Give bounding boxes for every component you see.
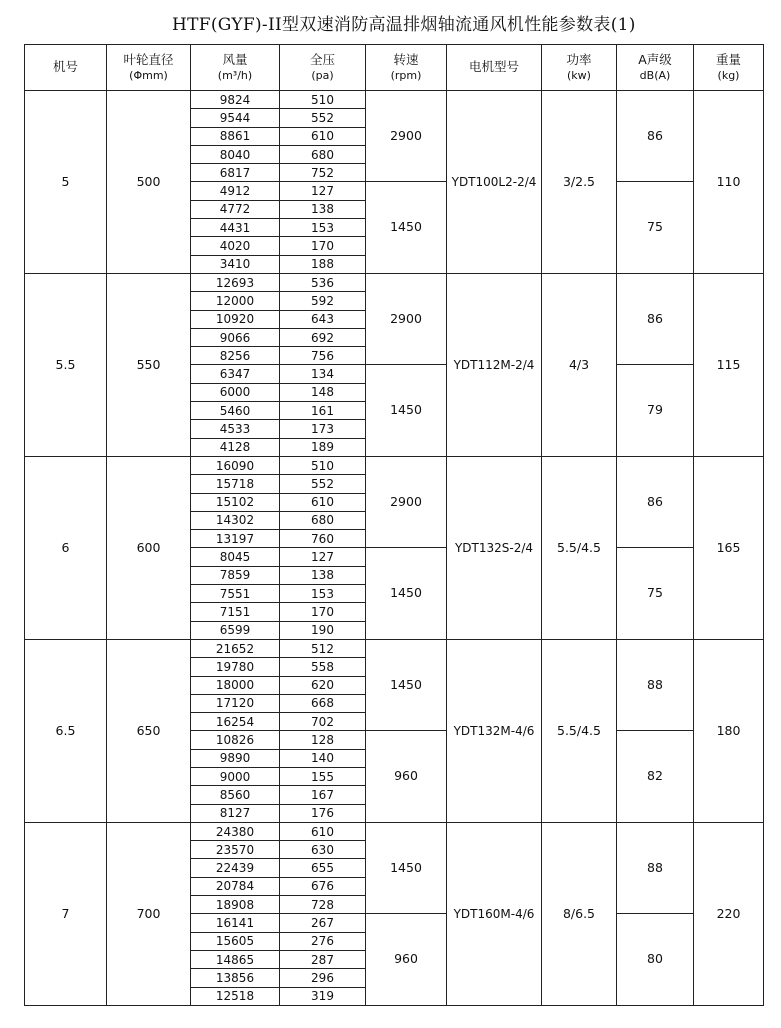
machine-no-cell: 6.5 <box>25 639 107 822</box>
header-airflow <box>191 45 280 91</box>
airflow-cell: 16141 <box>191 914 280 932</box>
airflow-cell: 5460 <box>191 402 280 420</box>
header-weight <box>694 45 764 91</box>
noise-level-cell: 86 <box>617 91 694 182</box>
pressure-cell: 643 <box>280 310 366 328</box>
header-unit: (m³/h) <box>217 68 253 82</box>
header-pressure <box>280 45 366 91</box>
header-label: 电机型号 <box>468 59 519 75</box>
header-diameter <box>107 45 191 91</box>
motor-model-cell: YDT132M-4/6 <box>447 639 542 822</box>
speed-cell: 1450 <box>366 365 447 456</box>
airflow-cell: 3410 <box>191 255 280 273</box>
power-cell: 5.5/4.5 <box>542 456 617 639</box>
table-row <box>25 273 764 291</box>
pressure-cell: 620 <box>280 676 366 694</box>
pressure-cell: 692 <box>280 328 366 346</box>
pressure-cell: 276 <box>280 932 366 950</box>
header-motor-model <box>447 45 542 91</box>
pressure-cell: 138 <box>280 566 366 584</box>
airflow-cell: 8861 <box>191 127 280 145</box>
airflow-cell: 15605 <box>191 932 280 950</box>
pressure-cell: 536 <box>280 273 366 291</box>
airflow-cell: 14302 <box>191 511 280 529</box>
airflow-cell: 7151 <box>191 603 280 621</box>
airflow-cell: 16090 <box>191 456 280 474</box>
airflow-cell: 19780 <box>191 658 280 676</box>
table-row <box>25 639 764 657</box>
pressure-cell: 552 <box>280 475 366 493</box>
pressure-cell: 610 <box>280 127 366 145</box>
airflow-cell: 8560 <box>191 786 280 804</box>
header-machine-no <box>25 45 107 91</box>
header-label: 转速 <box>393 52 419 68</box>
pressure-cell: 155 <box>280 767 366 785</box>
pressure-cell: 552 <box>280 109 366 127</box>
power-cell: 4/3 <box>542 273 617 456</box>
noise-level-cell: 75 <box>617 182 694 273</box>
pressure-cell: 592 <box>280 292 366 310</box>
pressure-cell: 630 <box>280 841 366 859</box>
pressure-cell: 655 <box>280 859 366 877</box>
power-cell: 5.5/4.5 <box>542 639 617 822</box>
pressure-cell: 161 <box>280 402 366 420</box>
airflow-cell: 14865 <box>191 950 280 968</box>
weight-cell: 220 <box>694 822 764 1005</box>
pressure-cell: 189 <box>280 438 366 456</box>
speed-cell: 2900 <box>366 456 447 547</box>
airflow-cell: 24380 <box>191 822 280 840</box>
motor-model-cell: YDT132S-2/4 <box>447 456 542 639</box>
airflow-cell: 4128 <box>191 438 280 456</box>
airflow-cell: 12693 <box>191 273 280 291</box>
speed-cell: 1450 <box>366 822 447 913</box>
airflow-cell: 12000 <box>191 292 280 310</box>
airflow-cell: 4772 <box>191 200 280 218</box>
airflow-cell: 6347 <box>191 365 280 383</box>
pressure-cell: 728 <box>280 896 366 914</box>
noise-level-cell: 86 <box>617 273 694 364</box>
pressure-cell: 153 <box>280 219 366 237</box>
header-power <box>542 45 617 91</box>
airflow-cell: 4020 <box>191 237 280 255</box>
pressure-cell: 760 <box>280 530 366 548</box>
header-unit: (rpm) <box>390 68 422 82</box>
pressure-cell: 188 <box>280 255 366 273</box>
pressure-cell: 296 <box>280 969 366 987</box>
airflow-cell: 9066 <box>191 328 280 346</box>
noise-level-cell: 75 <box>617 548 694 639</box>
diameter-cell: 500 <box>107 91 191 274</box>
airflow-cell: 6000 <box>191 383 280 401</box>
pressure-cell: 287 <box>280 950 366 968</box>
airflow-cell: 7859 <box>191 566 280 584</box>
weight-cell: 180 <box>694 639 764 822</box>
header-label: 机号 <box>52 59 78 75</box>
noise-level-cell: 86 <box>617 456 694 547</box>
speed-cell: 960 <box>366 914 447 1005</box>
airflow-cell: 4431 <box>191 219 280 237</box>
airflow-cell: 8127 <box>191 804 280 822</box>
diameter-cell: 600 <box>107 456 191 639</box>
pressure-cell: 170 <box>280 603 366 621</box>
airflow-cell: 9544 <box>191 109 280 127</box>
airflow-cell: 8256 <box>191 347 280 365</box>
page-title: HTF(GYF)-II型双速消防高温排烟轴流通风机性能参数表(1) <box>172 15 636 35</box>
pressure-cell: 680 <box>280 511 366 529</box>
speed-cell: 2900 <box>366 273 447 364</box>
noise-level-cell: 79 <box>617 365 694 456</box>
header-unit: dB(A) <box>639 68 671 82</box>
noise-level-cell: 88 <box>617 639 694 730</box>
pressure-cell: 752 <box>280 164 366 182</box>
pressure-cell: 128 <box>280 731 366 749</box>
pressure-cell: 756 <box>280 347 366 365</box>
machine-no-cell: 5.5 <box>25 273 107 456</box>
header-unit: (kg) <box>717 68 740 82</box>
header-label: 重量 <box>715 52 741 68</box>
pressure-cell: 176 <box>280 804 366 822</box>
diameter-cell: 700 <box>107 822 191 1005</box>
pressure-cell: 127 <box>280 548 366 566</box>
airflow-cell: 10920 <box>191 310 280 328</box>
table-row <box>25 91 764 109</box>
airflow-cell: 8040 <box>191 145 280 163</box>
pressure-cell: 134 <box>280 365 366 383</box>
pressure-cell: 190 <box>280 621 366 639</box>
table-row <box>25 822 764 840</box>
pressure-cell: 676 <box>280 877 366 895</box>
machine-no-cell: 7 <box>25 822 107 1005</box>
speed-cell: 1450 <box>366 639 447 730</box>
noise-level-cell: 82 <box>617 731 694 822</box>
pressure-cell: 510 <box>280 456 366 474</box>
airflow-cell: 9000 <box>191 767 280 785</box>
airflow-cell: 4533 <box>191 420 280 438</box>
header-label: 风量 <box>222 52 248 68</box>
airflow-cell: 9890 <box>191 749 280 767</box>
pressure-cell: 267 <box>280 914 366 932</box>
diameter-cell: 550 <box>107 273 191 456</box>
pressure-cell: 167 <box>280 786 366 804</box>
speed-cell: 1450 <box>366 182 447 273</box>
pressure-cell: 170 <box>280 237 366 255</box>
motor-model-cell: YDT160M-4/6 <box>447 822 542 1005</box>
pressure-cell: 138 <box>280 200 366 218</box>
noise-level-cell: 80 <box>617 914 694 1005</box>
motor-model-cell: YDT100L2-2/4 <box>447 91 542 274</box>
speed-cell: 960 <box>366 731 447 822</box>
airflow-cell: 9824 <box>191 91 280 109</box>
weight-cell: 110 <box>694 91 764 274</box>
header-label: 全压 <box>309 52 335 68</box>
power-cell: 3/2.5 <box>542 91 617 274</box>
power-cell: 8/6.5 <box>542 822 617 1005</box>
pressure-cell: 680 <box>280 145 366 163</box>
header-label: 叶轮直径 <box>123 52 174 68</box>
pressure-cell: 702 <box>280 713 366 731</box>
airflow-cell: 17120 <box>191 694 280 712</box>
airflow-cell: 7551 <box>191 585 280 603</box>
airflow-cell: 4912 <box>191 182 280 200</box>
header-unit: (Φmm) <box>129 68 168 82</box>
pressure-cell: 127 <box>280 182 366 200</box>
airflow-cell: 18908 <box>191 896 280 914</box>
airflow-cell: 6599 <box>191 621 280 639</box>
airflow-cell: 12518 <box>191 987 280 1005</box>
airflow-cell: 22439 <box>191 859 280 877</box>
pressure-cell: 512 <box>280 639 366 657</box>
pressure-cell: 148 <box>280 383 366 401</box>
machine-no-cell: 6 <box>25 456 107 639</box>
airflow-cell: 15102 <box>191 493 280 511</box>
pressure-cell: 558 <box>280 658 366 676</box>
airflow-cell: 16254 <box>191 713 280 731</box>
header-noise-level <box>617 45 694 91</box>
pressure-cell: 510 <box>280 91 366 109</box>
header-label: 功率 <box>566 52 592 68</box>
header-row <box>25 45 764 91</box>
pressure-cell: 140 <box>280 749 366 767</box>
header-label: A声级 <box>638 52 672 68</box>
pressure-cell: 610 <box>280 493 366 511</box>
header-speed <box>366 45 447 91</box>
airflow-cell: 21652 <box>191 639 280 657</box>
speed-cell: 1450 <box>366 548 447 639</box>
header-unit: (kw) <box>567 68 591 82</box>
airflow-cell: 23570 <box>191 841 280 859</box>
airflow-cell: 8045 <box>191 548 280 566</box>
motor-model-cell: YDT112M-2/4 <box>447 273 542 456</box>
airflow-cell: 20784 <box>191 877 280 895</box>
pressure-cell: 610 <box>280 822 366 840</box>
noise-level-cell: 88 <box>617 822 694 913</box>
pressure-cell: 668 <box>280 694 366 712</box>
weight-cell: 115 <box>694 273 764 456</box>
pressure-cell: 153 <box>280 585 366 603</box>
speed-cell: 2900 <box>366 91 447 182</box>
performance-table <box>24 44 764 1006</box>
airflow-cell: 15718 <box>191 475 280 493</box>
table-row <box>25 456 764 474</box>
pressure-cell: 319 <box>280 987 366 1005</box>
pressure-cell: 173 <box>280 420 366 438</box>
weight-cell: 165 <box>694 456 764 639</box>
airflow-cell: 6817 <box>191 164 280 182</box>
table-body <box>25 91 764 1006</box>
airflow-cell: 18000 <box>191 676 280 694</box>
machine-no-cell: 5 <box>25 91 107 274</box>
airflow-cell: 13197 <box>191 530 280 548</box>
airflow-cell: 13856 <box>191 969 280 987</box>
airflow-cell: 10826 <box>191 731 280 749</box>
diameter-cell: 650 <box>107 639 191 822</box>
header-unit: (pa) <box>311 68 334 82</box>
